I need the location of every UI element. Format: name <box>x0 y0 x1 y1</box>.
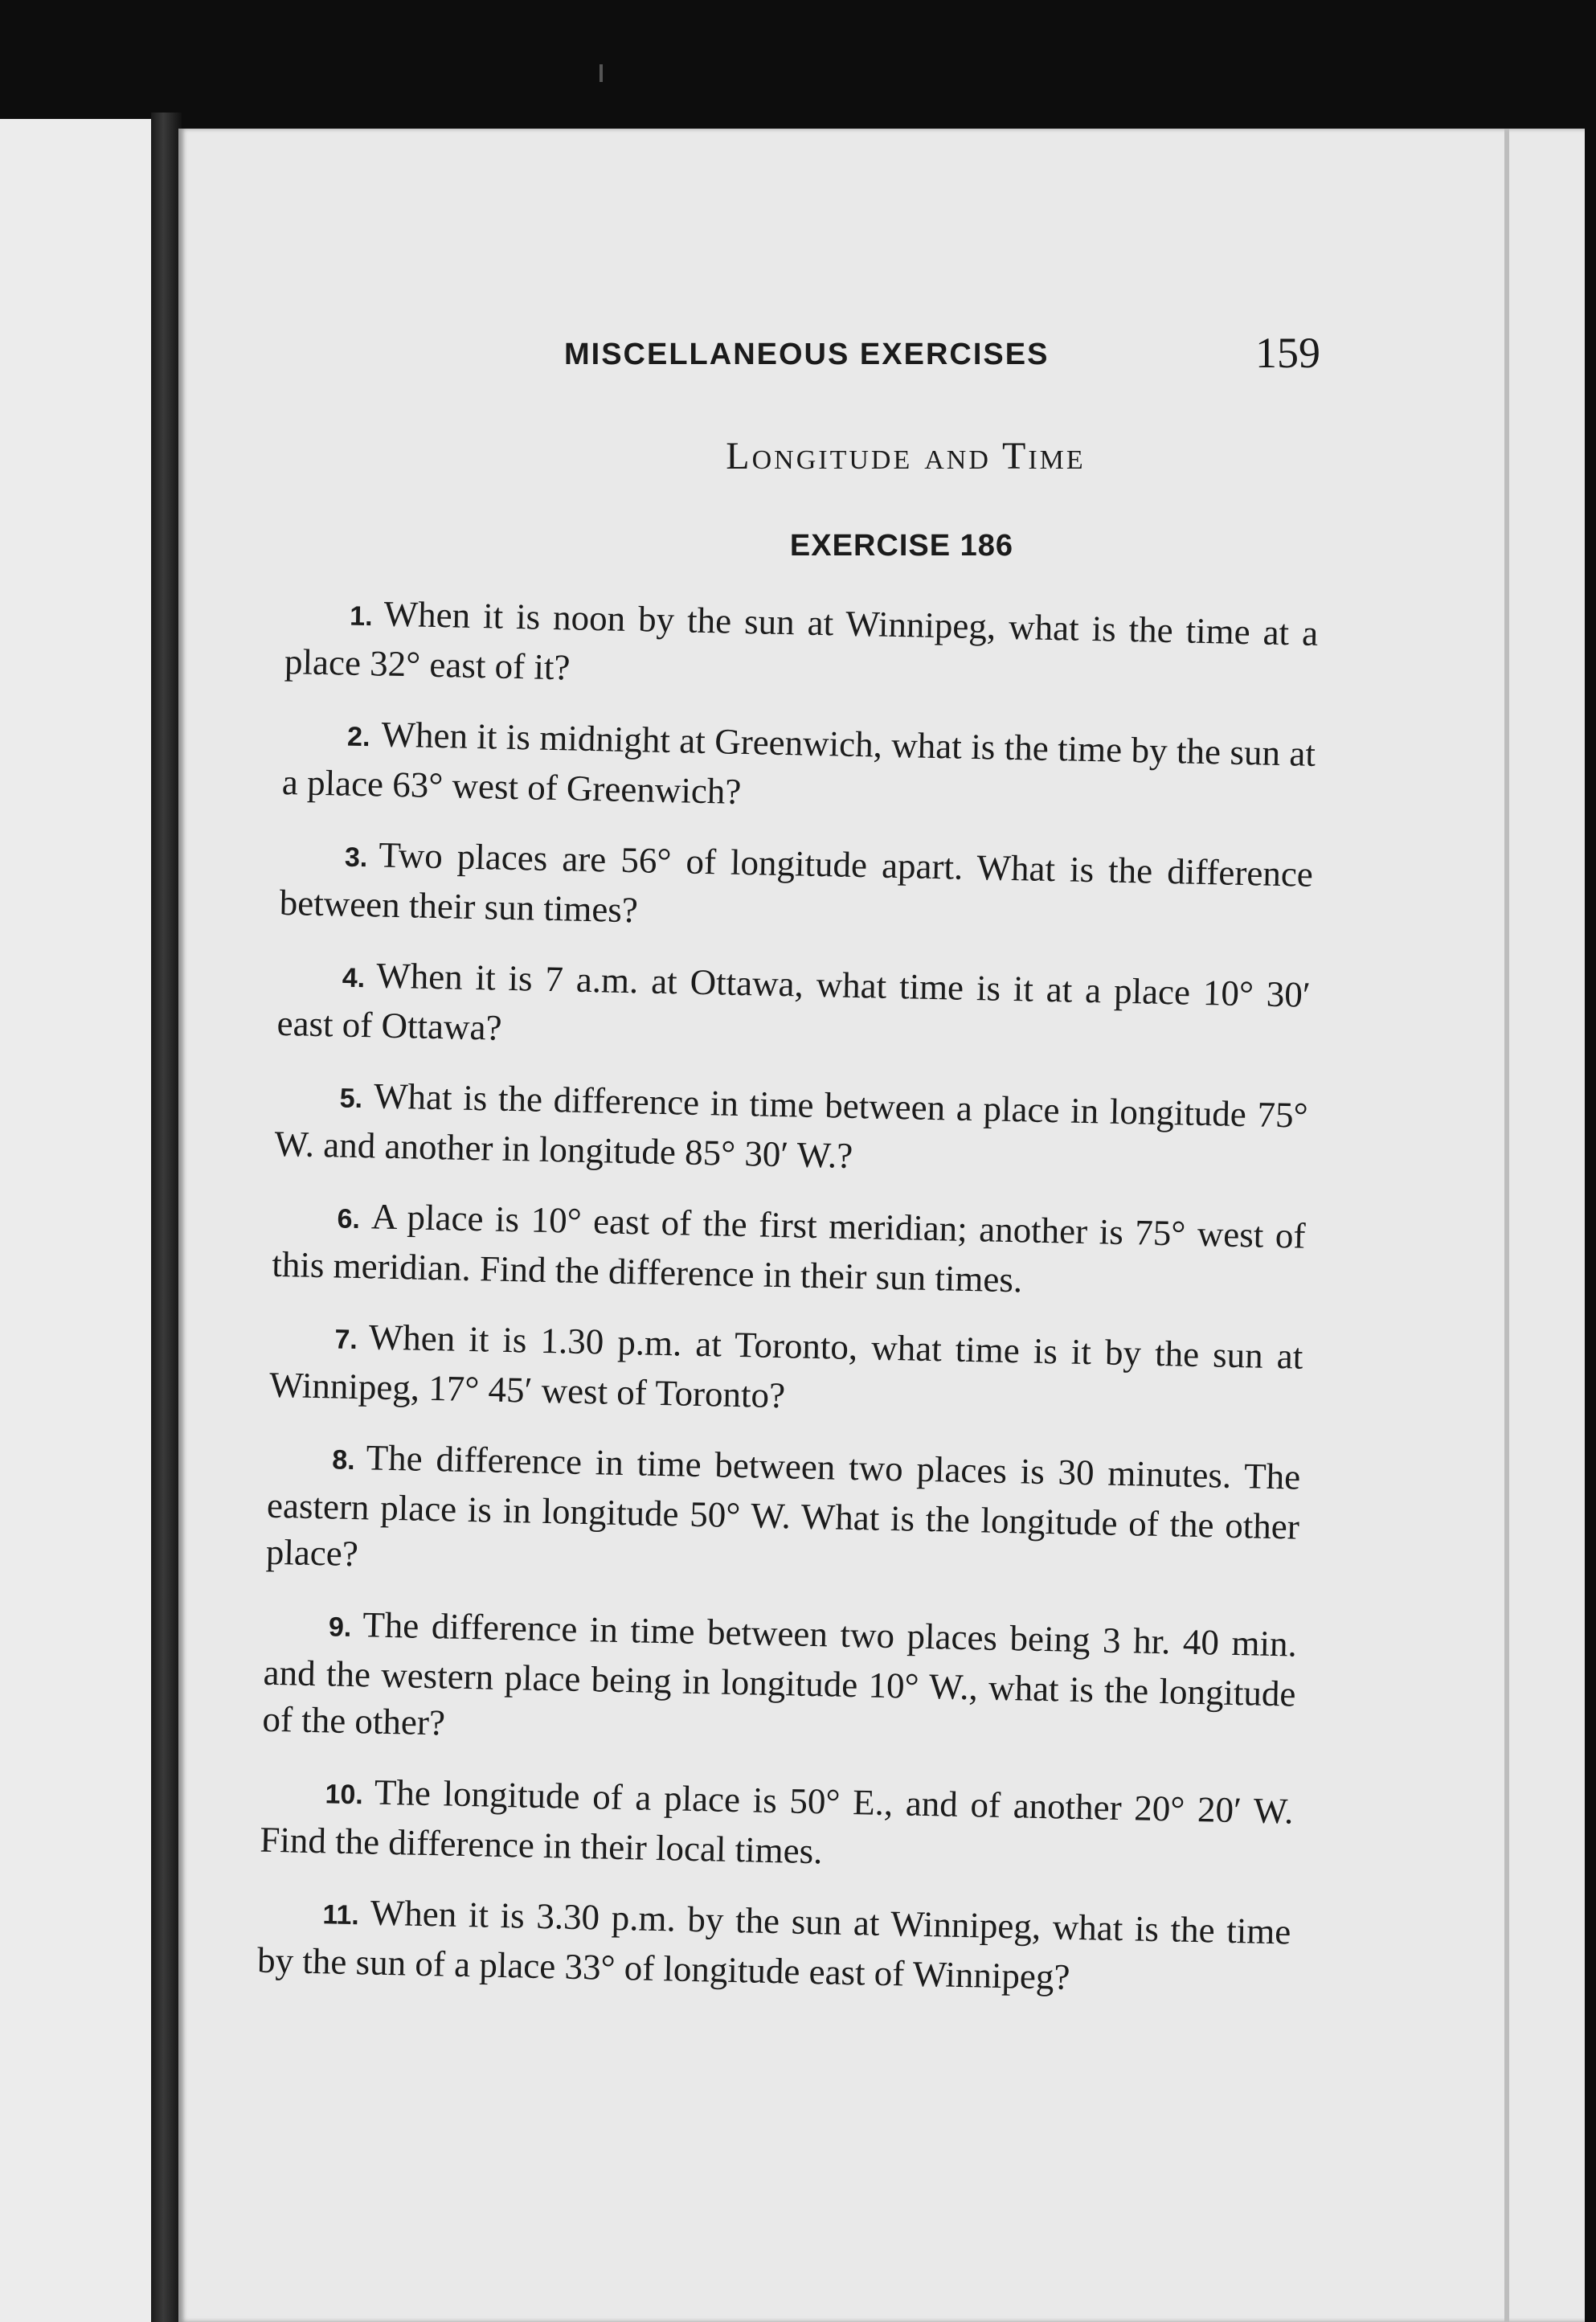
question-number: 4. <box>342 962 366 994</box>
question-number: 5. <box>339 1083 363 1115</box>
question-6 <box>272 1191 1306 1309</box>
question-number: 3. <box>344 842 368 874</box>
question-text: When it is noon by the sun at Winnipeg, what is the time at a place 32° east of it? <box>284 593 1319 688</box>
section-title: Longitude and Time <box>726 435 1086 477</box>
question-number: 6. <box>337 1203 361 1235</box>
question-text: When it is midnight at Greenwich, what is the time by the sun at a place 63° west of Greenwich? <box>281 714 1316 812</box>
question-10 <box>260 1767 1294 1885</box>
exercise-heading: EXERCISE 186 <box>789 529 1014 563</box>
scan-speck <box>600 64 603 82</box>
question-number: 11. <box>322 1899 360 1931</box>
question-number: 2. <box>346 721 370 753</box>
question-text: A place is 10° east of the first meridian; another is 75° west of this meridian. Find the difference in their sun times. <box>271 1196 1306 1300</box>
question-1 <box>284 588 1318 706</box>
book-gutter <box>151 113 182 2322</box>
question-text: When it is 7 a.m. at Ottawa, what time is it at a place 10° 30′ east of Ottawa? <box>276 955 1312 1048</box>
question-text: Two places are 56° of longitude apart. What is the difference between their sun times? <box>279 834 1314 931</box>
question-list <box>256 588 1319 2029</box>
question-text: When it is 3.30 p.m. by the sun at Winnipeg, what is the time by the sun of a place 33° of longitude east of Winnipeg? <box>256 1892 1291 1997</box>
question-text: The longitude of a place is 50° E., and of another 20° 20′ W. Find the difference in their local times. <box>259 1771 1294 1872</box>
question-7 <box>269 1312 1303 1430</box>
question-11 <box>257 1887 1291 2005</box>
question-text: The difference in time between two places is 30 minutes. The eastern place is in longitude 50° W. What is the longitude of the other place? <box>265 1437 1301 1575</box>
question-text: The difference in time between two places being 3 hr. 40 min. and the western place being in longitude 10° W., what is the longitude of the other? <box>262 1604 1298 1743</box>
question-number: 1. <box>349 600 374 633</box>
question-number: 9. <box>328 1611 352 1643</box>
question-4 <box>276 950 1311 1068</box>
question-number: 8. <box>331 1444 356 1476</box>
running-title: MISCELLANEOUS EXERCISES <box>564 338 1050 371</box>
question-text: When it is 1.30 p.m. at Toronto, what time is it by the sun at Winnipeg, 17° 45′ west of Toronto? <box>268 1317 1303 1416</box>
question-number: 7. <box>334 1324 358 1356</box>
question-2 <box>281 709 1316 827</box>
question-8 <box>265 1432 1300 1597</box>
running-header <box>178 329 1585 386</box>
question-9 <box>262 1599 1297 1764</box>
question-3 <box>279 829 1313 948</box>
page-number: 159 <box>1255 329 1320 377</box>
facing-page-edge <box>0 119 151 2322</box>
question-number: 10. <box>325 1779 364 1811</box>
question-5 <box>274 1071 1308 1189</box>
question-text: What is the difference in time between a place in longitude 75° W. and another in longitude 85° 30′ W.? <box>274 1075 1309 1176</box>
